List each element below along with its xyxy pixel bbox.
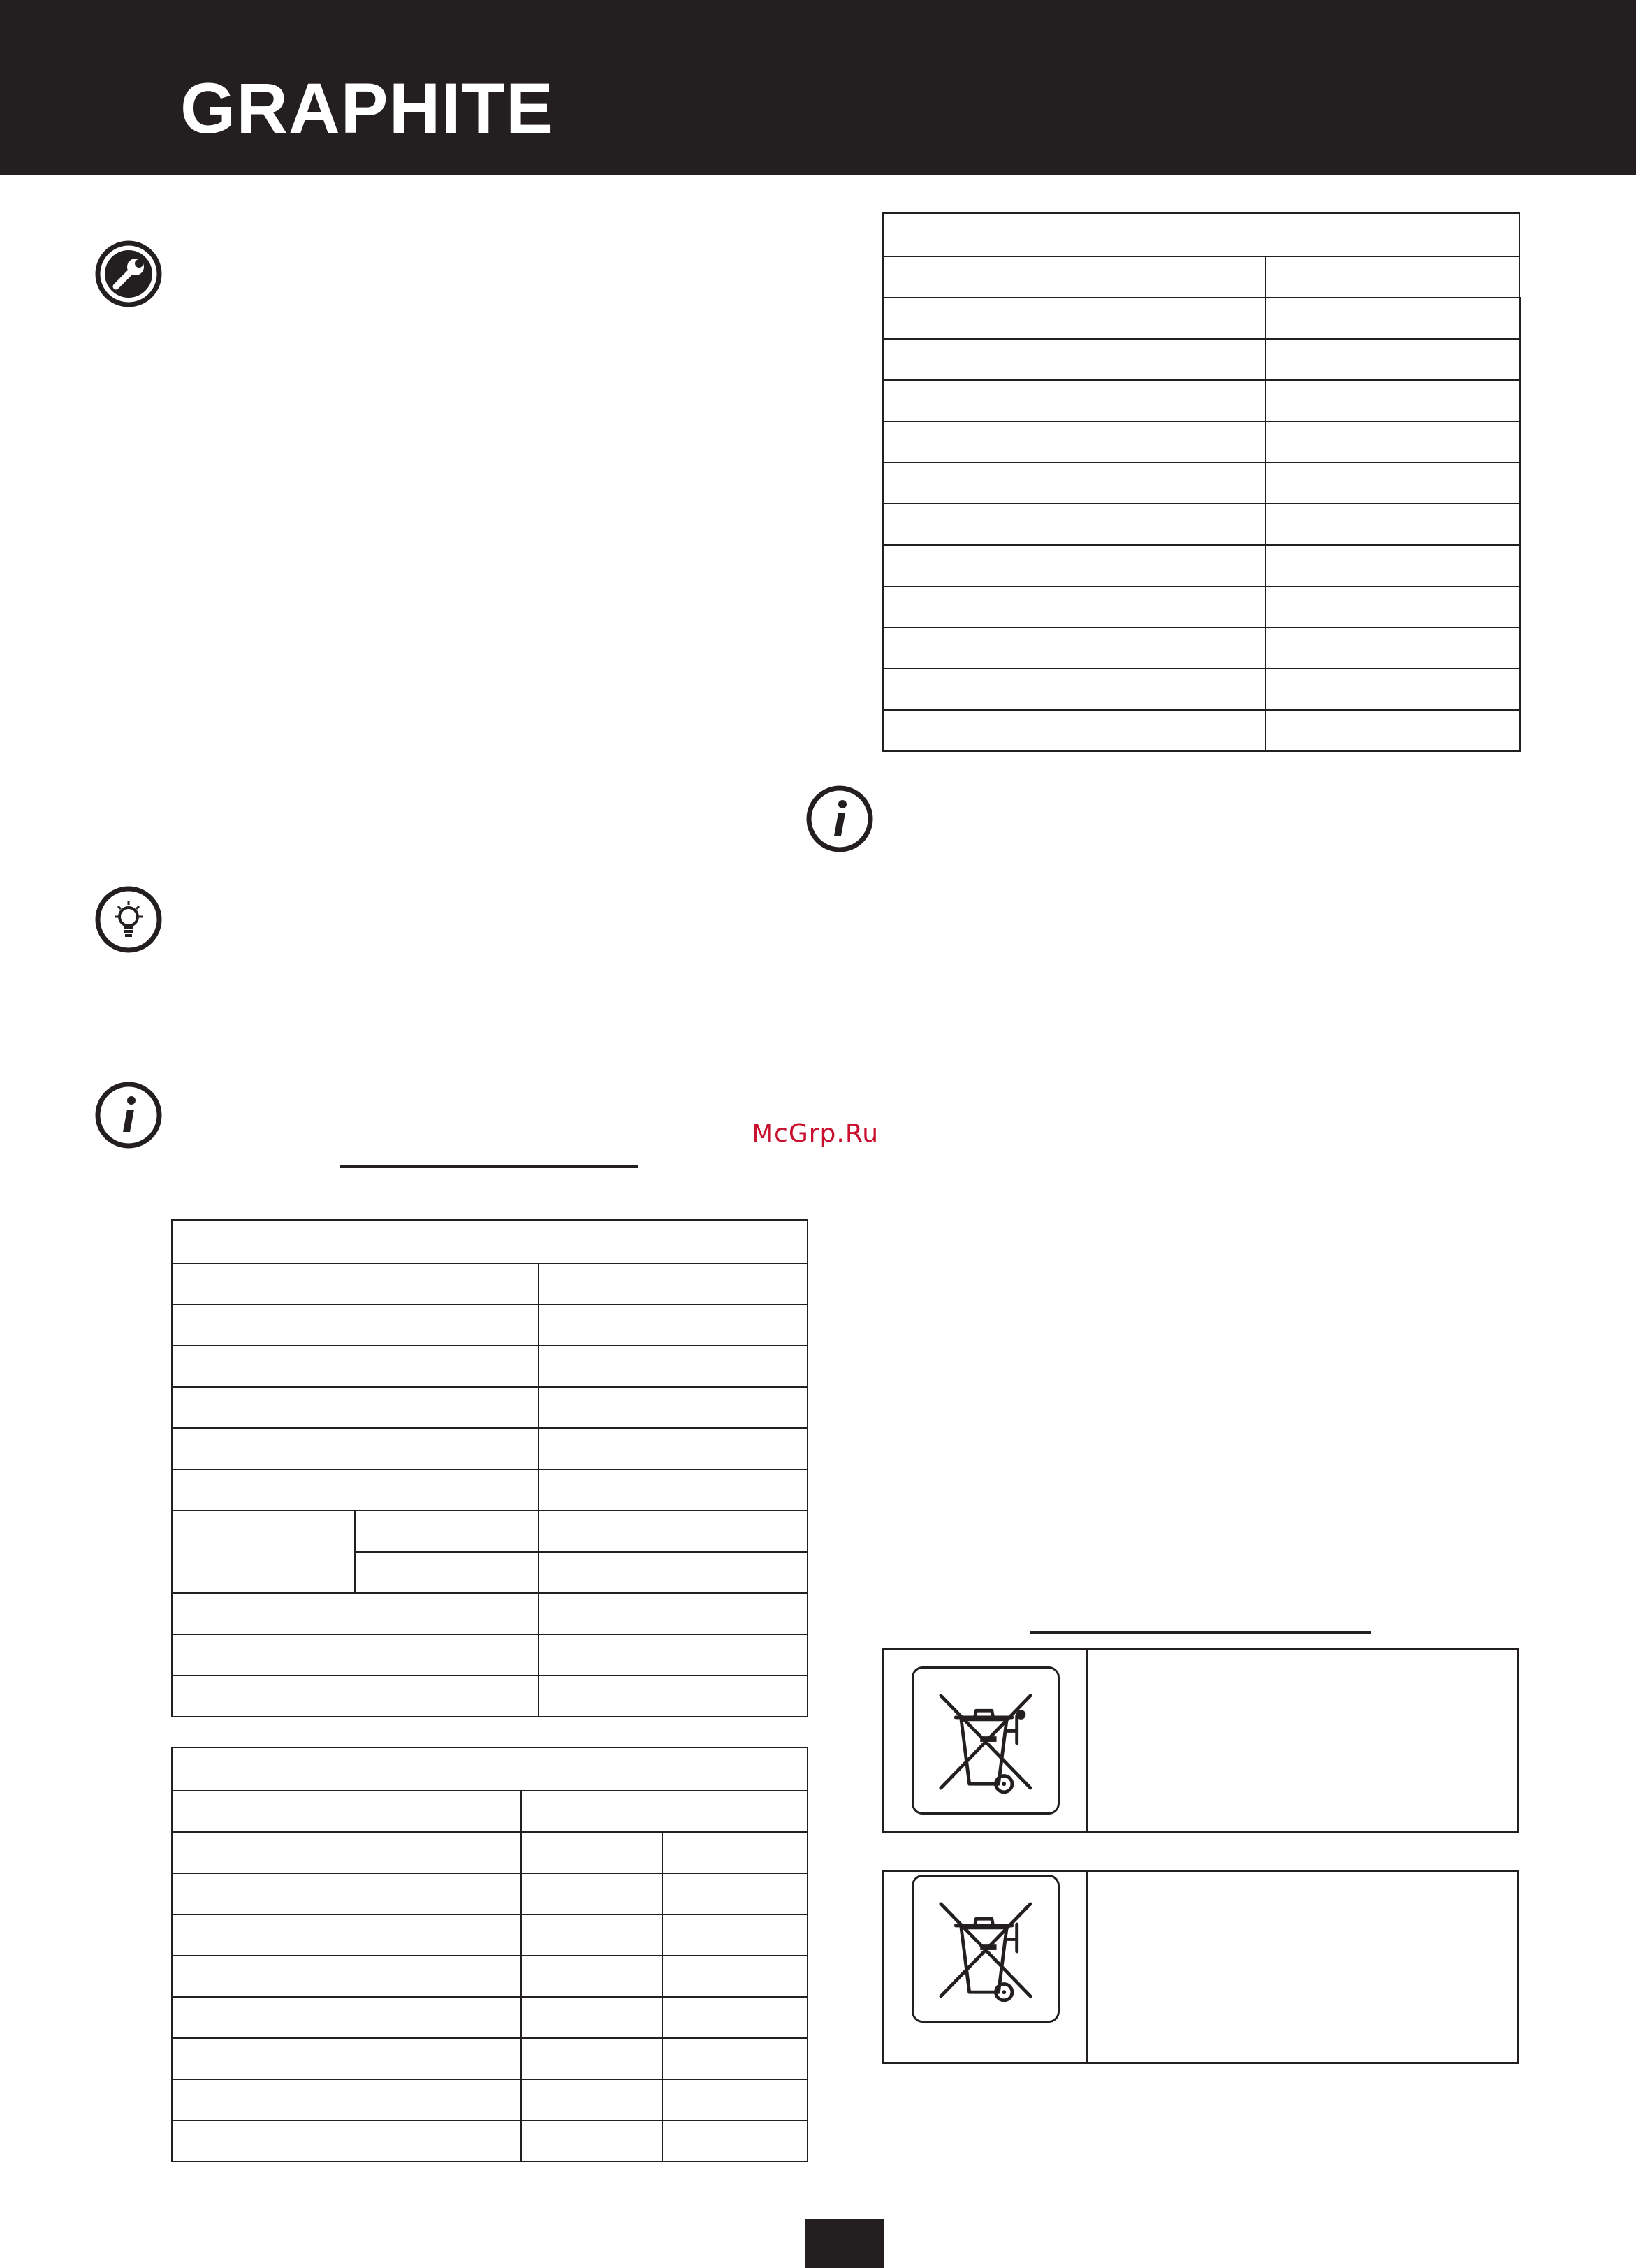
table-row	[172, 1593, 808, 1634]
table-header-row	[172, 1747, 808, 1791]
table-row	[172, 1832, 808, 1873]
disposal-notice-box	[882, 1870, 1519, 2064]
table-row	[883, 298, 1519, 339]
table-row	[883, 586, 1519, 627]
table-row	[172, 1387, 808, 1428]
table-row	[172, 2038, 808, 2079]
table-header-row	[883, 213, 1519, 256]
table-row	[883, 669, 1519, 710]
table-row	[883, 463, 1519, 504]
table-row	[172, 1634, 808, 1675]
table-row	[172, 1675, 808, 1717]
table-row	[883, 710, 1519, 751]
table-row	[172, 2079, 808, 2121]
page-number-tab	[805, 2219, 884, 2268]
spec-table-right	[882, 212, 1521, 752]
spec-table-left-2	[171, 1747, 808, 2162]
section-heading-underline	[340, 1165, 638, 1168]
table-row	[883, 421, 1519, 463]
wrench-icon	[95, 240, 162, 307]
table-row	[172, 1263, 808, 1304]
table-row	[172, 1791, 808, 1832]
table-header-row	[172, 1220, 808, 1263]
table-row	[883, 545, 1519, 586]
table-row	[172, 2121, 808, 2162]
info-icon	[95, 1082, 162, 1149]
table-row	[172, 1956, 808, 1997]
table-row	[172, 1304, 808, 1346]
table-row	[172, 1914, 808, 1956]
header-bar	[0, 0, 1636, 175]
watermark: McGrp.Ru	[752, 1119, 879, 1148]
crossed-bin-icon	[912, 1875, 1060, 2023]
section-heading-underline	[1030, 1631, 1371, 1634]
spec-table-left-1	[171, 1219, 808, 1717]
table-row	[172, 1997, 808, 2038]
table-row	[172, 1873, 808, 1914]
disposal-box-divider	[1086, 1872, 1088, 2062]
table-row	[883, 339, 1519, 380]
disposal-notice-box	[882, 1648, 1519, 1833]
info-icon	[806, 785, 873, 852]
table-row	[172, 1511, 808, 1552]
table-row	[172, 1469, 808, 1511]
table-row	[172, 1346, 808, 1387]
crossed-bin-icon	[912, 1666, 1060, 1815]
table-row	[172, 1428, 808, 1469]
brand-logo: GRAPHITE	[180, 68, 555, 148]
disposal-box-divider	[1086, 1650, 1088, 1831]
table-row	[883, 380, 1519, 421]
table-row	[883, 504, 1519, 545]
table-row	[883, 627, 1519, 669]
table-row	[883, 256, 1519, 298]
lightbulb-icon	[95, 886, 162, 953]
